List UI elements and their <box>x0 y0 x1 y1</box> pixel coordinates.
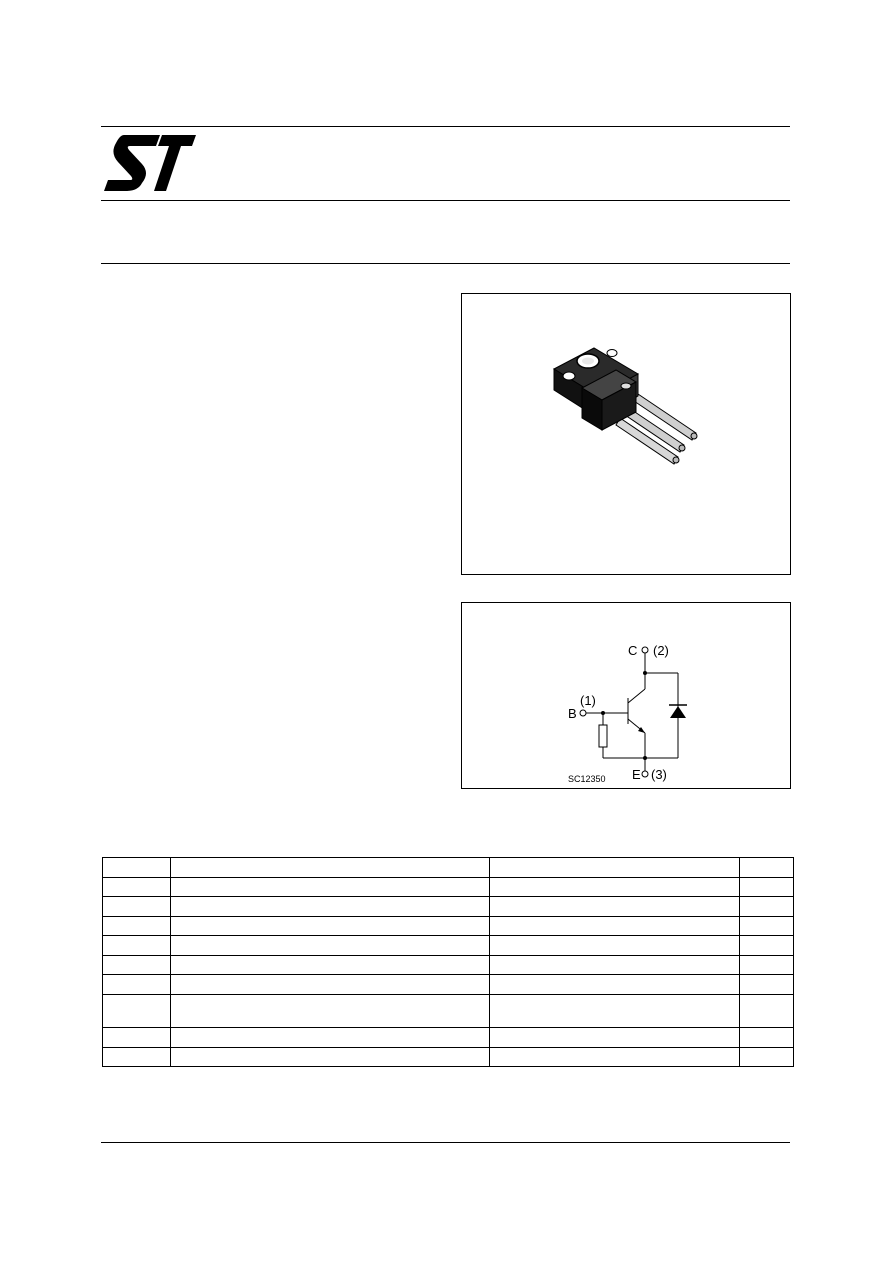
absolute-ratings-table <box>102 857 794 1067</box>
table-row <box>103 858 794 878</box>
table-cell <box>171 956 490 975</box>
table-row <box>103 897 794 917</box>
table-cell <box>171 975 490 995</box>
table-cell <box>490 975 740 995</box>
to220fp-package-image <box>550 344 710 479</box>
table-cell <box>740 936 794 956</box>
table-cell <box>171 1028 490 1048</box>
collector-pin-label: (2) <box>653 643 669 658</box>
table-cell <box>490 1048 740 1067</box>
base-pin-label: (1) <box>580 693 596 708</box>
table-cell <box>740 956 794 975</box>
table-cell <box>171 936 490 956</box>
internal-schematic-diagram <box>462 603 790 788</box>
table-cell <box>740 995 794 1028</box>
table-cell <box>171 917 490 936</box>
table-row <box>103 956 794 975</box>
st-logo <box>102 133 198 193</box>
table-row <box>103 975 794 995</box>
table-cell <box>490 897 740 917</box>
title-bottom-rule <box>101 263 790 264</box>
footer-rule <box>101 1142 790 1143</box>
table-cell <box>490 995 740 1028</box>
table-cell <box>103 975 171 995</box>
table-cell <box>171 858 490 878</box>
table-cell <box>171 897 490 917</box>
table-cell <box>490 858 740 878</box>
base-label: B <box>568 706 577 721</box>
table-cell <box>171 1048 490 1067</box>
internal-schematic-frame <box>461 602 791 789</box>
collector-label: C <box>628 643 638 658</box>
package-image-frame <box>461 293 791 575</box>
table-cell <box>103 917 171 936</box>
table-cell <box>490 956 740 975</box>
table-cell <box>740 1048 794 1067</box>
table-row <box>103 1028 794 1048</box>
table-cell <box>103 1048 171 1067</box>
table-cell <box>490 917 740 936</box>
table-cell <box>490 878 740 897</box>
table-cell <box>103 897 171 917</box>
table-cell <box>171 995 490 1028</box>
table-row <box>103 878 794 897</box>
table-cell <box>171 878 490 897</box>
table-cell <box>103 936 171 956</box>
table-row <box>103 917 794 936</box>
table-row <box>103 1048 794 1067</box>
table-cell <box>740 897 794 917</box>
table-cell <box>103 995 171 1028</box>
table-cell <box>740 975 794 995</box>
table-cell <box>103 956 171 975</box>
drawing-code: SC12350 <box>568 774 606 784</box>
table-cell <box>490 936 740 956</box>
header-top-rule <box>101 126 790 127</box>
table-cell <box>740 917 794 936</box>
table-cell <box>103 878 171 897</box>
header-bottom-rule <box>101 200 790 201</box>
table-cell <box>740 1028 794 1048</box>
table-cell <box>490 1028 740 1048</box>
table-cell <box>103 1028 171 1048</box>
table-cell <box>103 858 171 878</box>
table-cell <box>740 878 794 897</box>
table-cell <box>740 858 794 878</box>
emitter-label: E <box>632 767 641 782</box>
table-row <box>103 936 794 956</box>
emitter-pin-label: (3) <box>651 767 667 782</box>
table-row <box>103 995 794 1028</box>
